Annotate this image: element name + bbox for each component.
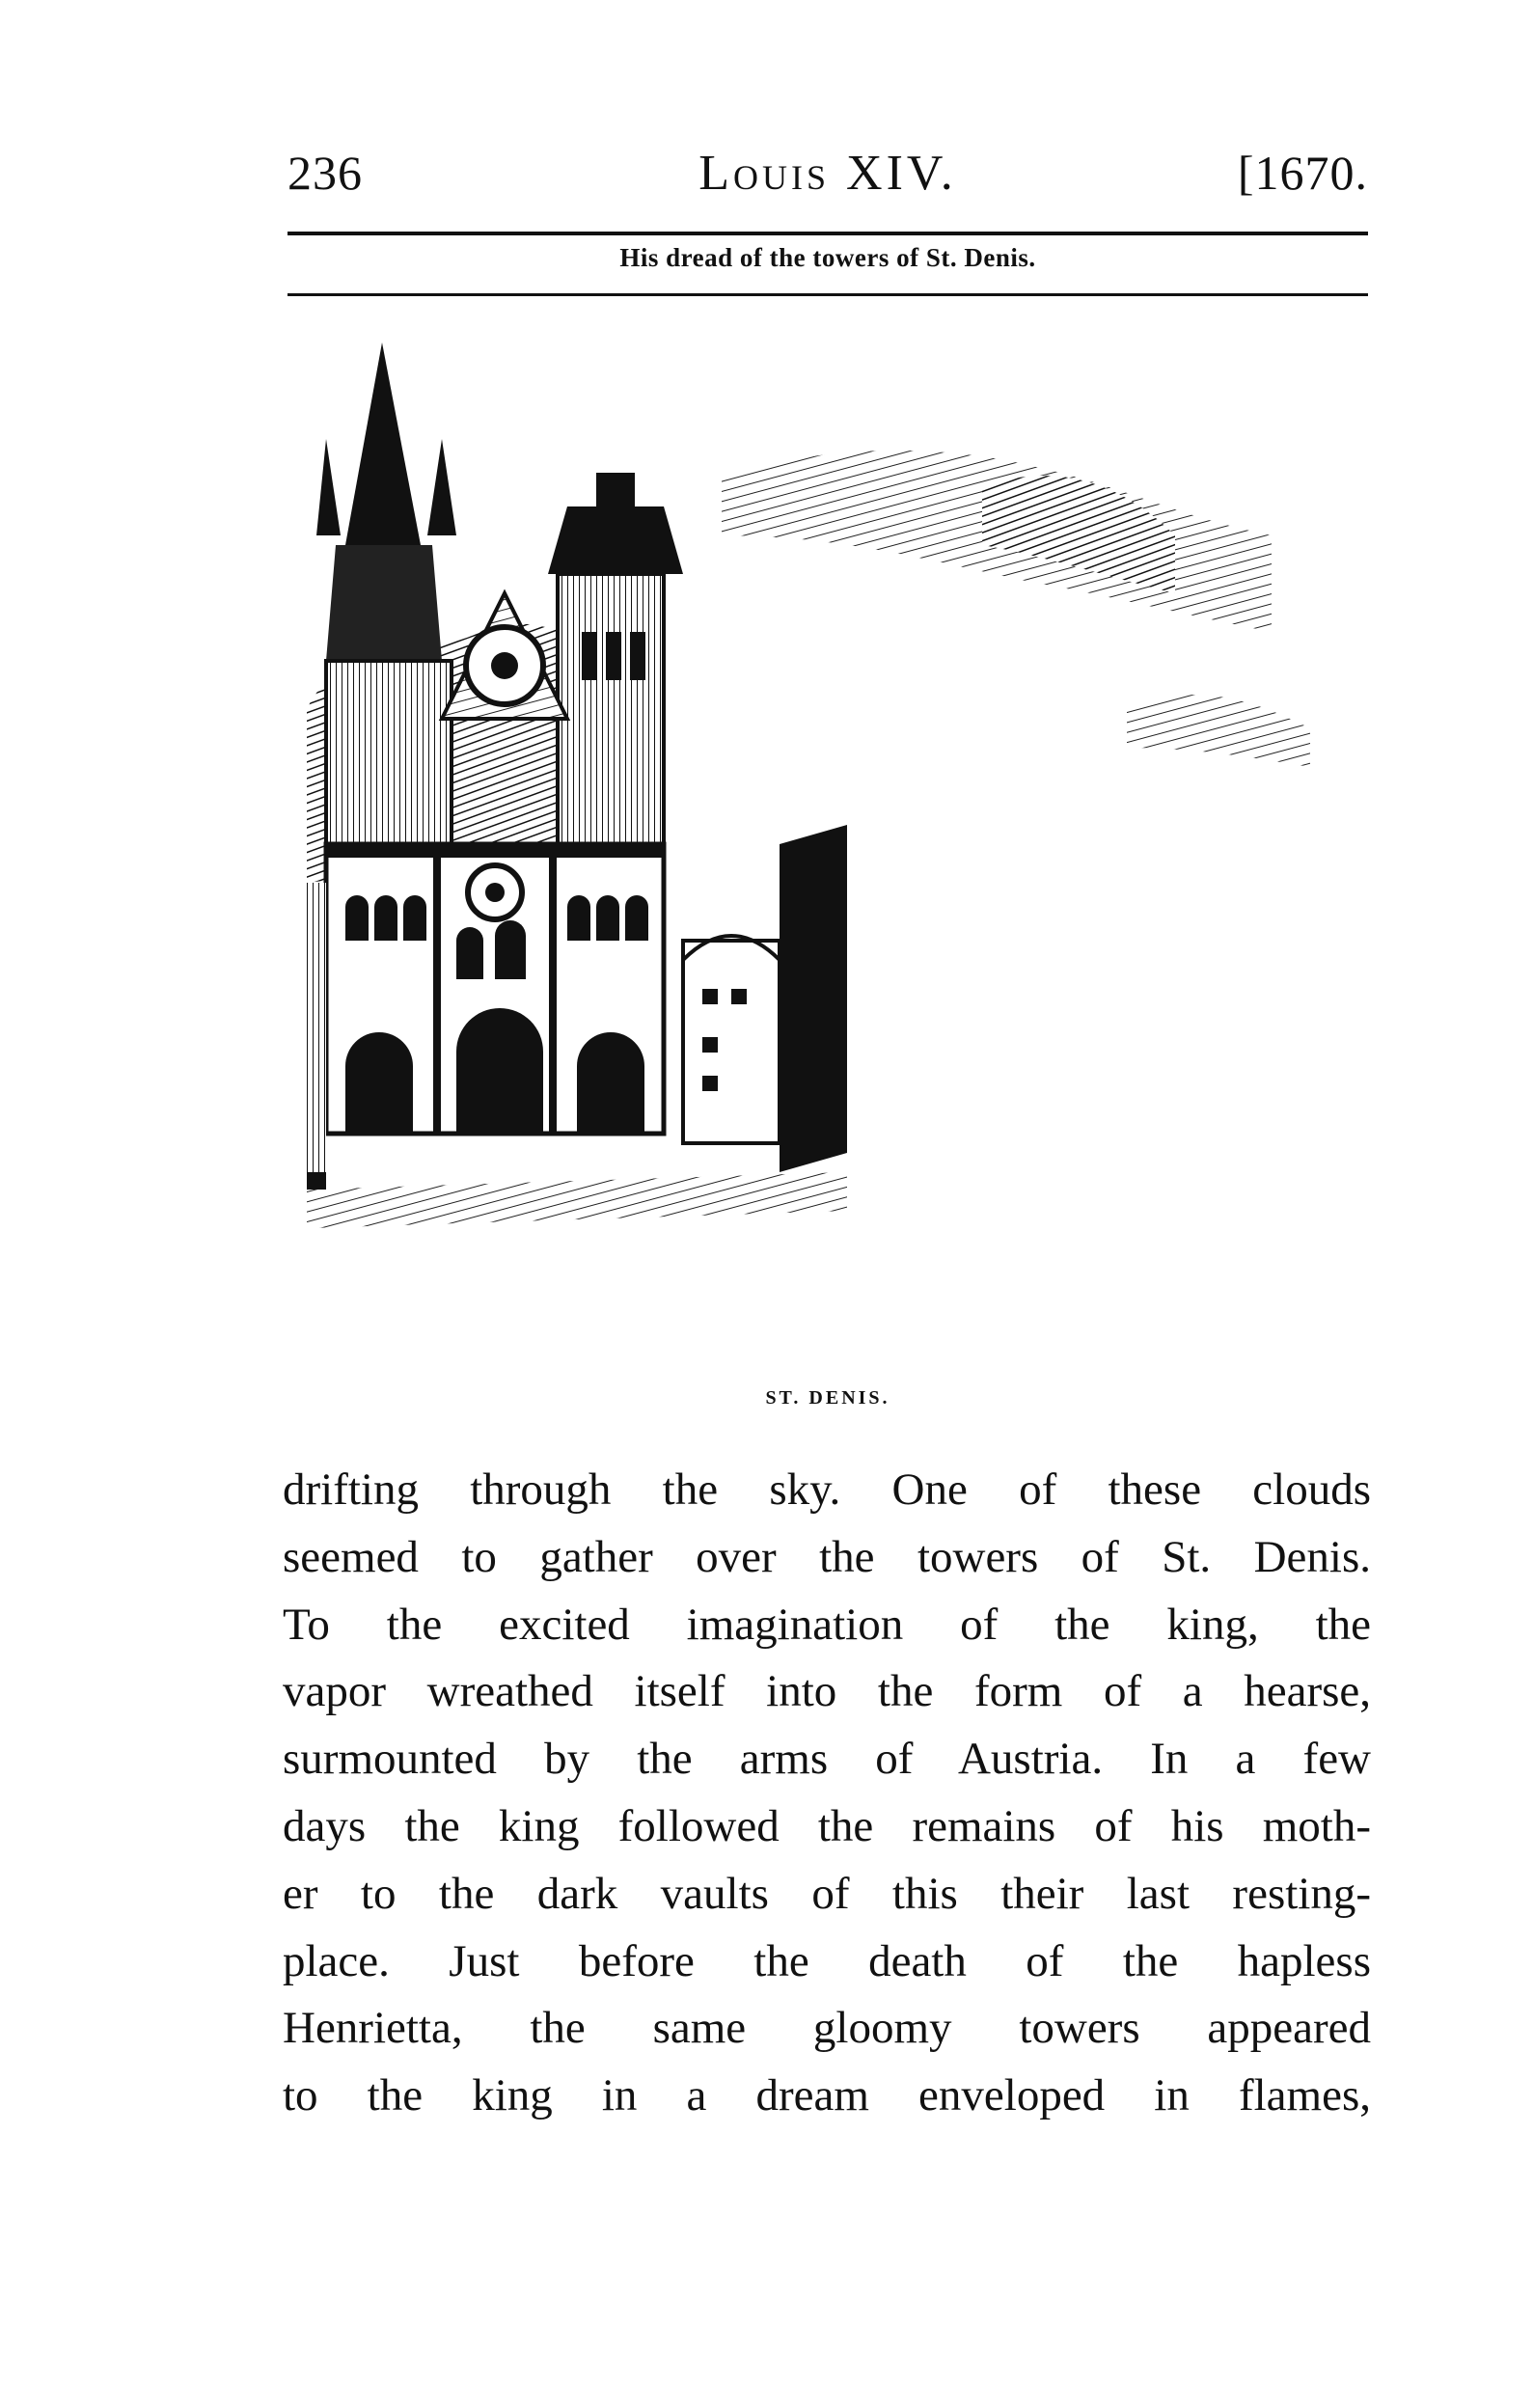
text-line: days the king followed the remains of his moth- — [283, 1800, 1371, 1851]
text-line: surmounted by the arms of Austria. In a few — [283, 1734, 1371, 1785]
text-line: To the excited imagination of the king, the — [283, 1599, 1371, 1650]
header-rule-top — [287, 232, 1368, 235]
subheading: His dread of the towers of St. Denis. — [619, 243, 1036, 272]
running-date: [1670. — [1237, 146, 1368, 200]
text-line: Henrietta, the same gloomy towers appeared — [283, 2003, 1371, 2054]
body-text — [283, 1457, 1371, 2130]
running-title: Louis XIV. — [698, 146, 957, 201]
text-line: to the king in a dream enveloped in flames, — [283, 2070, 1371, 2121]
cathedral-engraving-icon — [307, 342, 1368, 1380]
header-rule-bottom — [287, 293, 1368, 296]
text-line: vapor wreathed itself into the form of a hearse, — [283, 1666, 1371, 1717]
text-line: er to the dark vaults of this their last resting- — [283, 1868, 1371, 1919]
text-line: drifting through the sky. One of these clouds — [283, 1464, 1371, 1515]
text-line: place. Just before the death of the hapless — [283, 1935, 1371, 1986]
illustration-caption: ST. DENIS. — [765, 1387, 890, 1409]
page-number: 236 — [287, 146, 363, 200]
text-line: seemed to gather over the towers of St. Denis. — [283, 1531, 1371, 1582]
running-head — [287, 145, 1368, 222]
